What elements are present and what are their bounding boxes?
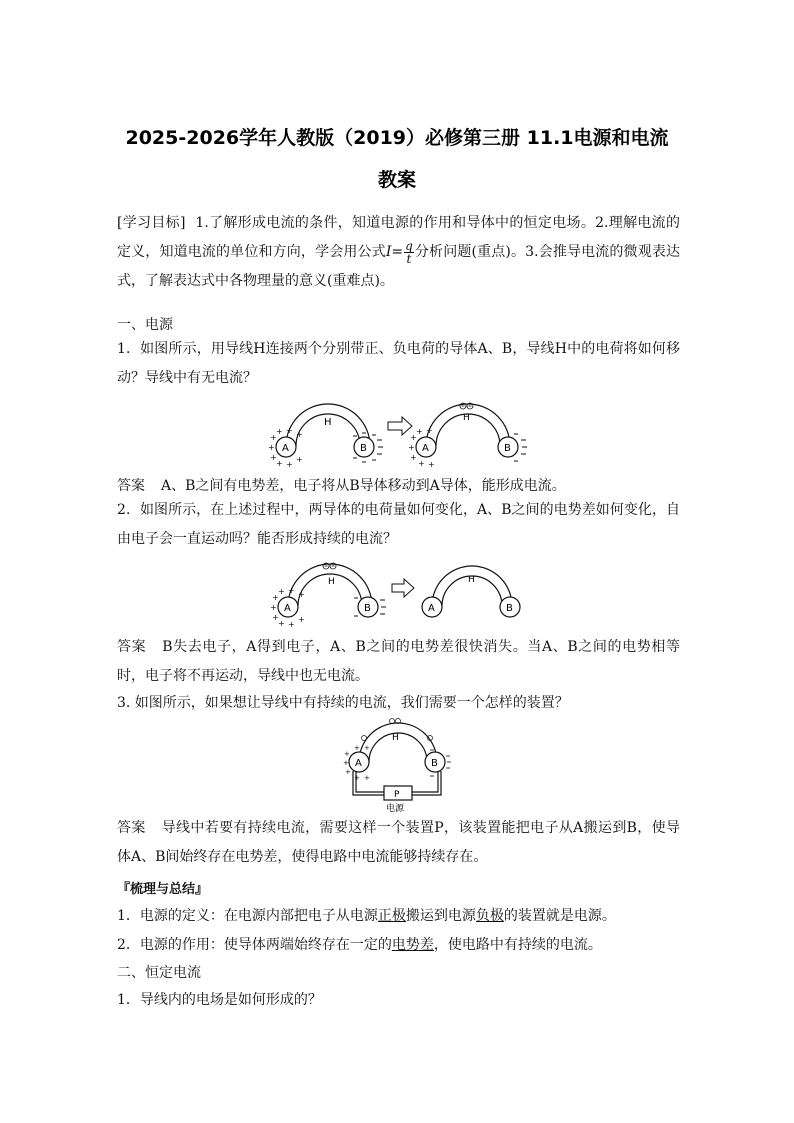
label-a: A (282, 443, 289, 454)
summary-1-text-a: 1．电源的定义：在电源内部把电子从电源 (117, 908, 378, 924)
svg-text:+: + (408, 443, 415, 452)
arrow-icon (388, 417, 412, 435)
formula-eq: = (391, 244, 404, 260)
fig2-label-h: H (328, 577, 335, 587)
svg-text:+: + (410, 453, 417, 462)
figure-1-right-setup (408, 403, 527, 469)
svg-text:+: + (276, 427, 283, 436)
answer-2-label: 答案 (117, 639, 147, 655)
label-b: B (360, 443, 367, 454)
label-a-2: A (422, 443, 429, 454)
summary-1-text-b: 搬运到电源 (405, 908, 476, 924)
svg-text:+: + (296, 430, 303, 439)
summary-2-text-b: ，使电路中有持续的电流。 (433, 937, 602, 953)
svg-text:+: + (298, 615, 305, 624)
learning-objectives (117, 209, 680, 296)
svg-text:+: + (354, 774, 360, 782)
svg-text:+: + (278, 619, 285, 628)
figure-3-diagram (342, 714, 454, 812)
svg-text:+: + (286, 426, 293, 435)
formula-denominator: t (406, 251, 412, 266)
figure-2-diagram (262, 560, 532, 628)
objectives-label: [学习目标] (117, 215, 186, 231)
svg-text:+: + (288, 620, 295, 628)
label-h-2: H (463, 413, 470, 423)
svg-text:+: + (278, 587, 285, 596)
svg-text:+: + (416, 427, 423, 436)
summary-1-positive: 正极 (377, 908, 406, 924)
formula-numerator: q (405, 238, 413, 253)
fig2-label-a-2: A (428, 603, 435, 614)
svg-text:+: + (268, 443, 275, 452)
fig2-label-a: A (284, 603, 291, 614)
svg-text:+: + (364, 774, 370, 782)
svg-text:+: + (276, 459, 283, 468)
objectives-text-b: 分析问题(重点)。3.会推导电流的微观表达式，了解表达式中各物理量的意义(重难点)。 (117, 244, 681, 289)
label-b-2: B (504, 443, 511, 454)
fig2-label-b-2: B (506, 603, 513, 614)
summary-1-text-c: 的装置就是电源。 (503, 908, 616, 924)
svg-text:+: + (410, 433, 417, 442)
fig3-label-a: A (355, 758, 362, 769)
svg-text:+: + (296, 455, 303, 464)
svg-text:+: + (354, 744, 360, 752)
formula-lhs: I (385, 244, 392, 260)
svg-text:+: + (428, 460, 435, 469)
answer-3-text: 导线中若要有持续电流，需要这样一个装置P，该装置能把电子从A搬运到B，使导体A、B间始终存在电势差，使得电路中电流能够持续存在。 (117, 820, 680, 865)
svg-text:+: + (270, 433, 277, 442)
label-h: H (324, 417, 332, 428)
figure-1-left-setup (268, 404, 383, 469)
section-heading-power-source: 一、电源 (117, 317, 173, 333)
svg-text:+: + (418, 459, 425, 468)
question-1: 1．如图所示，用导线H连接两个分别带正、负电荷的导体A、B，导线H中的电荷将如何移动？导线中有无电流？ (117, 341, 680, 386)
label-p: P (394, 790, 400, 800)
section-heading-steady-current: 二、恒定电流 (117, 965, 201, 981)
summary-2-potential: 电势差 (391, 937, 434, 953)
answer-1-text: A、B之间有电势差，电子将从B导体移动到A导体，能形成电流。 (161, 478, 566, 494)
figure-1-diagram (258, 398, 548, 470)
formula-fraction (404, 240, 414, 265)
svg-text:+: + (426, 426, 433, 435)
question-3: 3. 如图所示，如果想让导线中有持续的电流，我们需要一个怎样的装置？ (117, 695, 569, 711)
svg-text:+: + (288, 586, 295, 595)
figure-2-left-setup (270, 563, 386, 628)
svg-text:+: + (272, 613, 279, 622)
answer-1-label: 答案 (117, 478, 145, 494)
answer-3-label: 答案 (117, 820, 146, 836)
answer-1 (117, 475, 566, 495)
summary-1-negative: 负极 (475, 908, 504, 924)
document-title-line2: 教案 (377, 169, 416, 191)
svg-text:+: + (344, 750, 350, 758)
answer-2 (117, 633, 680, 691)
fig3-label-b: B (431, 758, 438, 769)
summary-heading: 『梳理与总结』 (117, 882, 209, 897)
question-2: 2．如图所示，在上述过程中，两导体的电荷量如何变化，A、B之间的电势差如何变化，自由电子会一直运动吗？能否形成持续的电流？ (117, 502, 680, 547)
arrow-icon (392, 579, 414, 597)
document-title: 2025-2026学年人教版（2019）必修第三册 11.1电源和电流 (125, 127, 669, 149)
svg-text:+: + (270, 453, 277, 462)
svg-text:+: + (343, 759, 349, 767)
summary-2-text-a: 2．电源的作用：使导体两端始终存在一定的 (117, 937, 392, 953)
figure-2-right-setup (422, 566, 520, 617)
svg-text:+: + (286, 460, 293, 469)
answer-3 (117, 814, 680, 872)
power-source-label: 电源 (386, 804, 405, 812)
fig3-label-h: H (392, 733, 399, 743)
svg-text:+: + (270, 603, 277, 612)
fig2-label-b: B (364, 603, 371, 614)
svg-text:+: + (298, 590, 305, 599)
objectives-text-a: 1.了解形成电流的条件，知道电源的作用和导体中的恒定电场。2.理解电流的定义，知道电流的单位和方向，学会用公式 (117, 215, 680, 260)
svg-text:+: + (272, 593, 279, 602)
answer-2-text: B失去电子，A得到电子，A、B之间的电势差很快消失。当A、B之间的电势相等时，电子将不再运动，导线中也无电流。 (117, 639, 681, 684)
summary-item-2 (117, 934, 602, 954)
summary-item-1 (117, 905, 616, 925)
svg-text:+: + (364, 744, 370, 752)
question-4: 1．导线内的电场是如何形成的？ (117, 992, 322, 1008)
svg-text:+: + (345, 768, 351, 776)
fig2-label-h-2: H (468, 575, 475, 585)
